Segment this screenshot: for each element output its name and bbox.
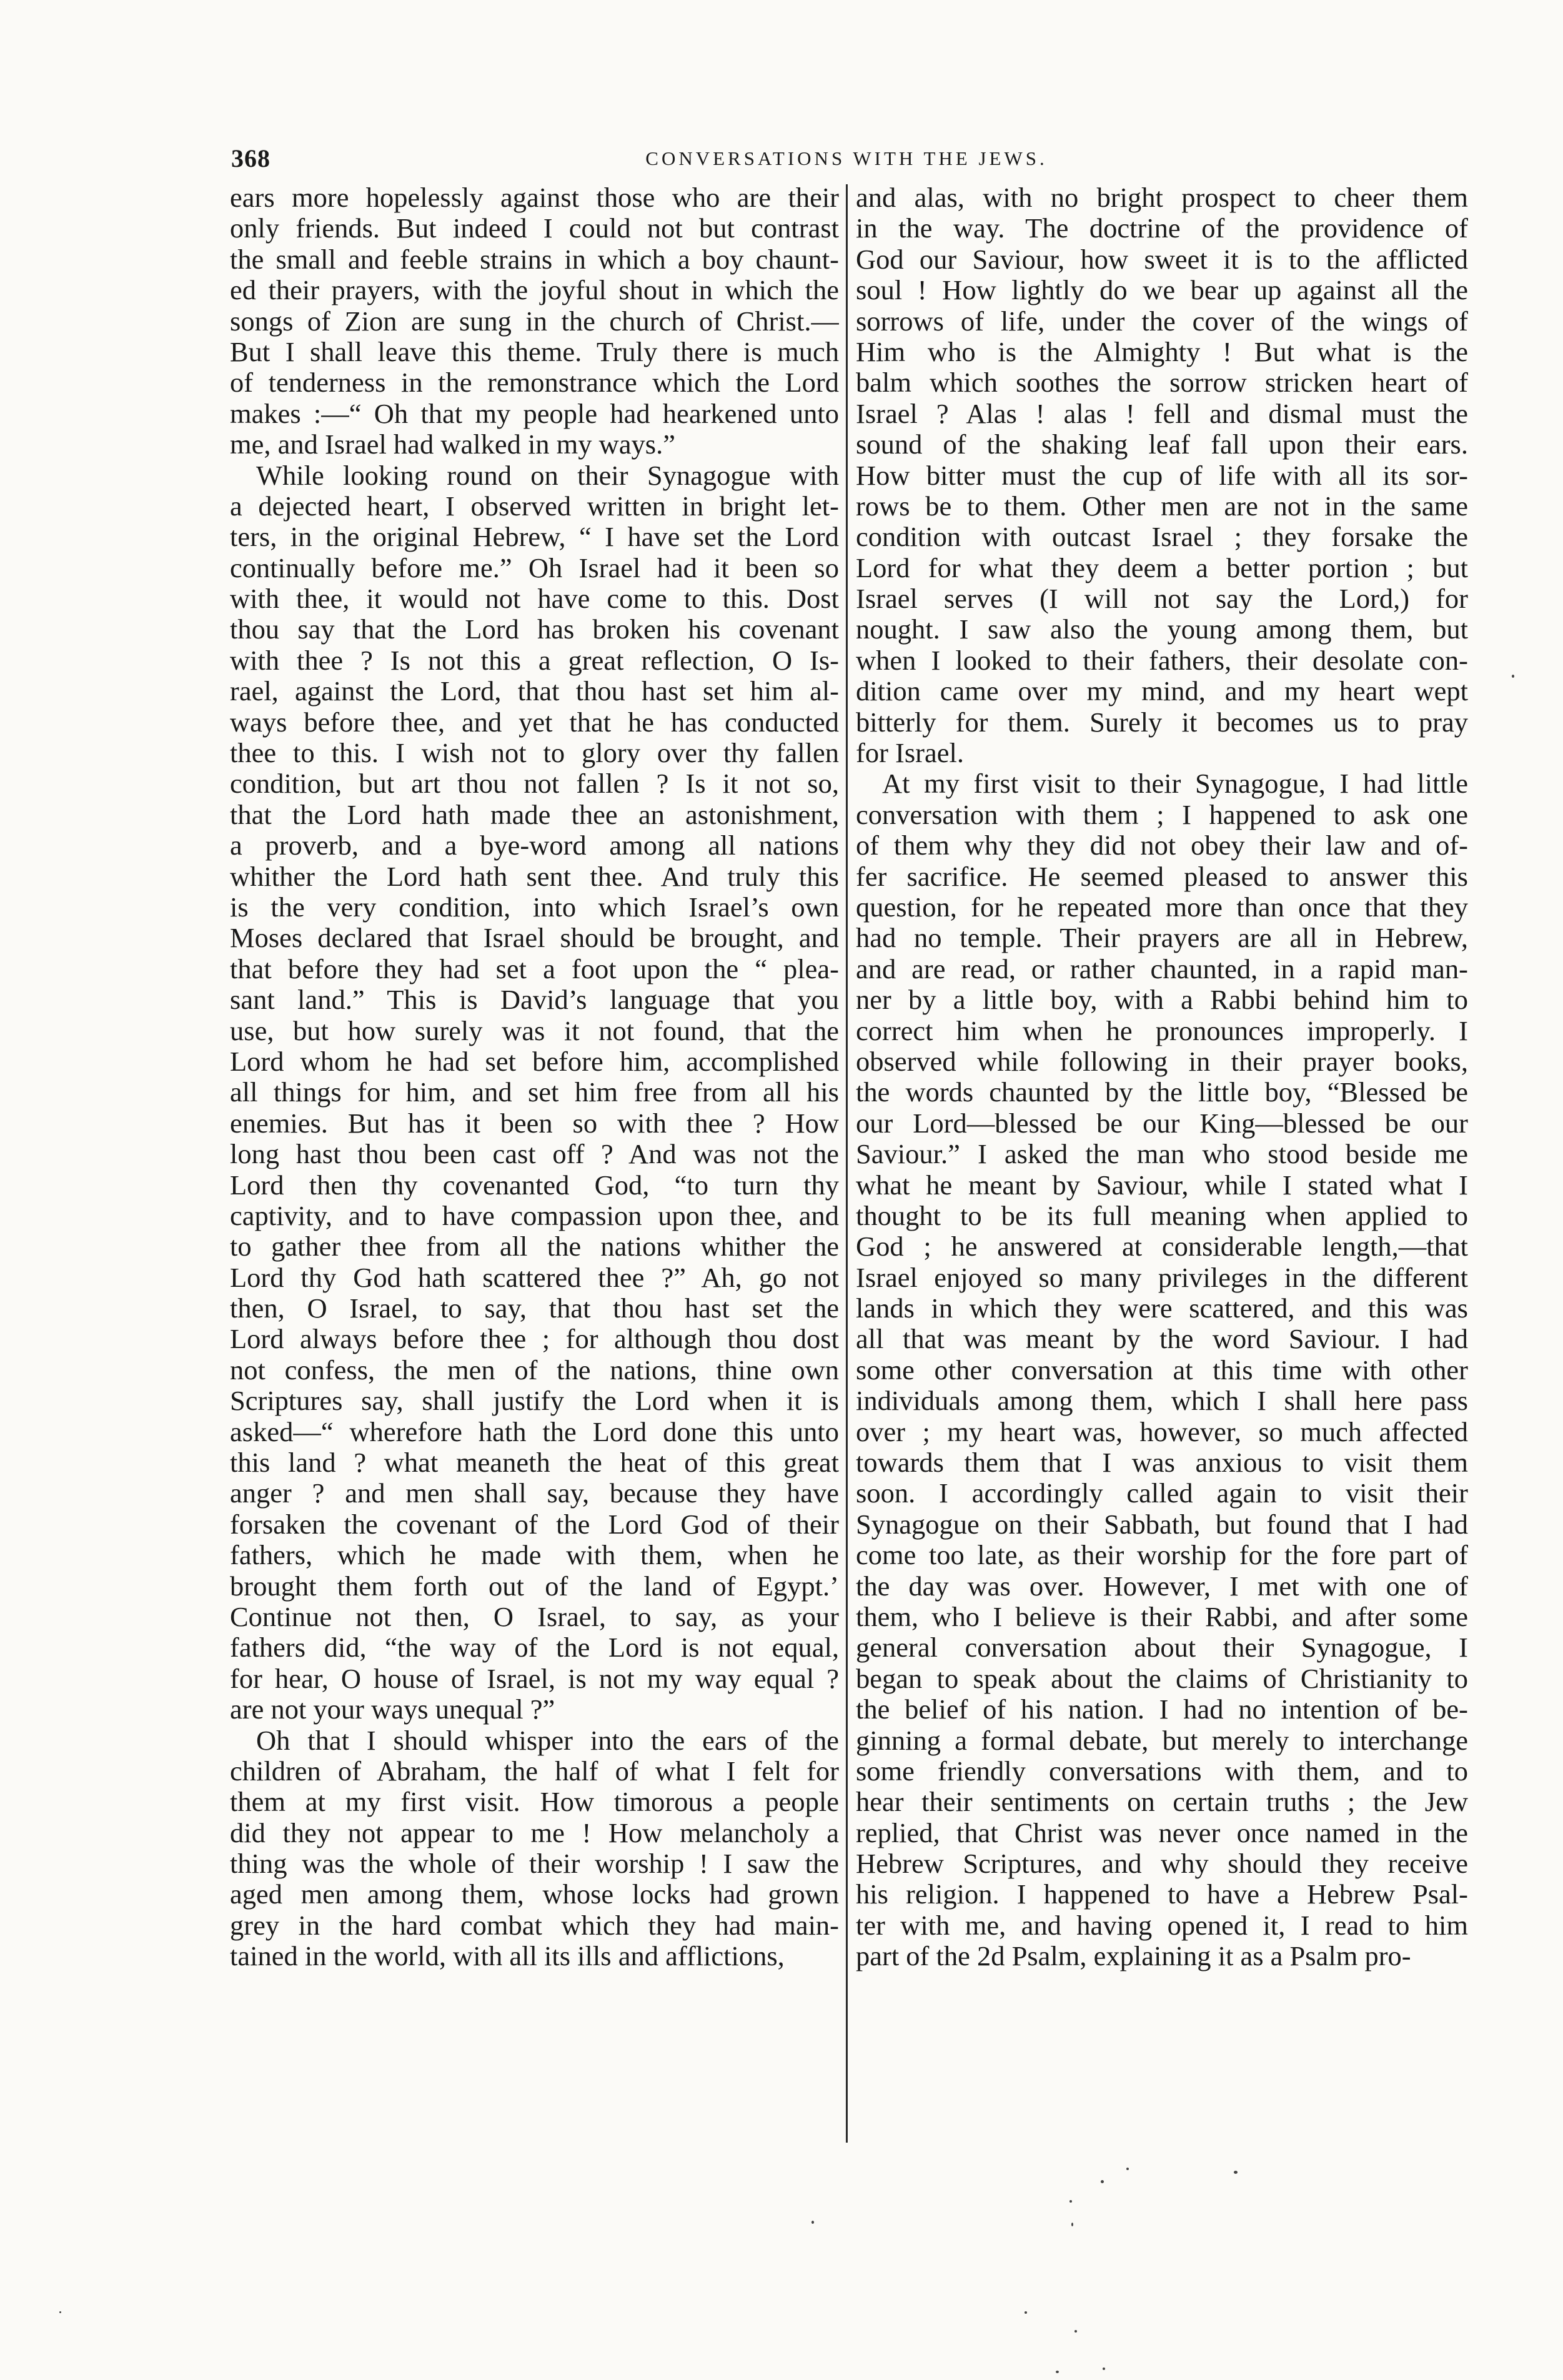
- text-line: soul ! How lightly do we bear up against all the: [856, 275, 1468, 306]
- text-line: grey in the hard combat which they had main-: [230, 1910, 839, 1941]
- page-header: [231, 144, 1462, 181]
- text-line: Israel enjoyed so many privileges in the different: [856, 1262, 1468, 1293]
- text-line: At my first visit to their Synagogue, I had little: [882, 768, 1468, 800]
- text-line: How bitter must the cup of life with all its sor-: [856, 460, 1468, 491]
- text-line: God our Saviour, how sweet it is to the afflicted: [856, 244, 1468, 275]
- text-line: Him who is the Almighty ! But what is the: [856, 336, 1468, 367]
- text-line: ter with me, and having opened it, I read to him: [856, 1910, 1468, 1941]
- text-line: all that was meant by the word Saviour. I had: [856, 1324, 1468, 1355]
- text-line: Israel serves (I will not say the Lord,) for: [856, 583, 1468, 615]
- column-divider: [846, 184, 848, 2143]
- text-line: and alas, with no bright prospect to cheer them: [856, 182, 1468, 213]
- text-line: to gather thee from all the nations whither the: [230, 1231, 839, 1262]
- text-line: enemies. But has it been so with thee ? How: [230, 1108, 839, 1139]
- text-line: songs of Zion are sung in the church of Christ.—: [230, 305, 839, 337]
- text-line: rows be to them. Other men are not in the same: [856, 490, 1468, 522]
- text-line: sound of the shaking leaf fall upon their ears.: [856, 429, 1468, 460]
- text-line: ears more hopelessly against those who are their: [230, 182, 839, 213]
- text-line: Hebrew Scriptures, and why should they receive: [856, 1848, 1468, 1880]
- text-line: fathers did, “the way of the Lord is not equal,: [230, 1632, 839, 1664]
- text-line: Continue not then, O Israel, to say, as your: [230, 1601, 839, 1632]
- text-line: correct him when he pronounces improperly. I: [856, 1015, 1468, 1046]
- text-line: Oh that I should whisper into the ears of the: [256, 1725, 839, 1756]
- text-line: aged men among them, whose locks had grown: [230, 1879, 839, 1910]
- text-line: tained in the world, with all its ills and afflictions,: [230, 1941, 785, 1972]
- text-line: when I looked to their fathers, their desolate con-: [856, 645, 1468, 676]
- text-line: ner by a little boy, with a Rabbi behind him to: [856, 984, 1468, 1016]
- text-line: are not your ways unequal ?”: [230, 1694, 555, 1725]
- text-line: makes :—“ Oh that my people had hearkened unto: [230, 398, 839, 429]
- text-line: thing was the whole of their worship ! I saw the: [230, 1848, 839, 1880]
- text-line: part of the 2d Psalm, explaining it as a Psalm pro-: [856, 1941, 1411, 1972]
- text-line: fer sacrifice. He seemed pleased to answer this: [856, 861, 1468, 892]
- text-line: in the way. The doctrine of the providence of: [856, 213, 1468, 244]
- text-line: ed their prayers, with the joyful shout in which the: [230, 275, 839, 306]
- text-line: Moses declared that Israel should be brought, and: [230, 923, 839, 954]
- text-line: forsaken the covenant of the Lord God of their: [230, 1509, 839, 1540]
- text-line: what he meant by Saviour, while I stated what I: [856, 1169, 1468, 1201]
- text-line: general conversation about their Synagogue, I: [856, 1632, 1468, 1664]
- text-line: children of Abraham, the half of what I felt for: [230, 1755, 839, 1787]
- text-line: Israel ? Alas ! alas ! fell and dismal must the: [856, 398, 1468, 429]
- text-line: asked—“ wherefore hath the Lord done this unto: [230, 1416, 839, 1447]
- text-line: is the very condition, into which Israel’s own: [230, 891, 839, 923]
- text-line: individuals among them, which I shall here pass: [856, 1386, 1468, 1417]
- text-line: a dejected heart, I observed written in bright let-: [230, 490, 839, 522]
- text-line: Lord always before thee ; for although thou dost: [230, 1324, 839, 1355]
- text-line: had no temple. Their prayers are all in Hebrew,: [856, 923, 1468, 954]
- text-line: Saviour.” I asked the man who stood beside me: [856, 1139, 1468, 1170]
- text-line: for hear, O house of Israel, is not my way equal ?: [230, 1663, 839, 1694]
- text-line: brought them forth out of the land of Egypt.’: [230, 1570, 839, 1602]
- text-line: dition came over my mind, and my heart wept: [856, 676, 1468, 707]
- text-line: them at my first visit. How timorous a people: [230, 1787, 839, 1818]
- text-line: nought. I saw also the young among them, but: [856, 614, 1468, 645]
- text-line: condition, but art thou not fallen ? Is it not so,: [230, 768, 839, 800]
- text-line: ginning a formal debate, but merely to interchange: [856, 1725, 1468, 1756]
- text-line: with thee ? Is not this a great reflection, O Is-: [230, 645, 839, 676]
- text-line: towards them that I was anxious to visit them: [856, 1447, 1468, 1479]
- text-line: not confess, the men of the nations, thine own: [230, 1354, 839, 1386]
- text-line: all things for him, and set him free from all his: [230, 1077, 839, 1108]
- page-number: 368: [231, 144, 270, 172]
- text-line: ters, in the original Hebrew, “ I have set the Lord: [230, 522, 839, 553]
- text-line: whither the Lord hath sent thee. And truly this: [230, 861, 839, 892]
- text-line: Scriptures say, shall justify the Lord when it is: [230, 1386, 839, 1417]
- text-line: and are read, or rather chaunted, in a rapid man-: [856, 953, 1468, 984]
- text-line: Lord thy God hath scattered thee ?” Ah, go not: [230, 1262, 839, 1293]
- text-line: sant land.” This is David’s language that you: [230, 984, 839, 1016]
- text-line: balm which soothes the sorrow stricken heart of: [856, 367, 1468, 399]
- text-line: his religion. I happened to have a Hebrew Psal-: [856, 1879, 1468, 1910]
- left-column: [230, 182, 839, 1972]
- text-line: then, O Israel, to say, that thou hast set the: [230, 1293, 839, 1324]
- text-line: conversation with them ; I happened to ask one: [856, 799, 1468, 830]
- text-line: a proverb, and a bye-word among all nations: [230, 830, 839, 861]
- text-line: the belief of his nation. I had no intention of be-: [856, 1694, 1468, 1725]
- text-line: thought to be its full meaning when applied to: [856, 1200, 1468, 1231]
- text-line: Lord then thy covenanted God, “to turn thy: [230, 1169, 839, 1201]
- right-column: [856, 182, 1468, 1972]
- text-line: began to speak about the claims of Christianity to: [856, 1663, 1468, 1694]
- text-line: our Lord—blessed be our King—blessed be our: [856, 1108, 1468, 1139]
- text-line: soon. I accordingly called again to visit their: [856, 1478, 1468, 1509]
- text-line: over ; my heart was, however, so much affected: [856, 1416, 1468, 1447]
- text-line: Lord for what they deem a better portion ; but: [856, 552, 1468, 583]
- text-line: this land ? what meaneth the heat of this great: [230, 1447, 839, 1479]
- text-line: that the Lord hath made thee an astonishment,: [230, 799, 839, 830]
- text-line: me, and Israel had walked in my ways.”: [230, 429, 675, 460]
- text-line: But I shall leave this theme. Truly there is much: [230, 336, 839, 367]
- text-line: for Israel.: [856, 738, 964, 769]
- running-title: CONVERSATIONS WITH THE JEWS.: [645, 147, 1048, 169]
- text-line: the words chaunted by the little boy, “Blessed be: [856, 1077, 1468, 1108]
- text-line: replied, that Christ was never once named in the: [856, 1817, 1468, 1848]
- text-line: captivity, and to have compassion upon thee, and: [230, 1200, 839, 1231]
- text-line: some other conversation at this time with other: [856, 1354, 1468, 1386]
- text-line: lands in which they were scattered, and this was: [856, 1293, 1468, 1324]
- text-line: of them why they did not obey their law and of-: [856, 830, 1468, 861]
- text-line: some friendly conversations with them, and to: [856, 1755, 1468, 1787]
- text-line: come too late, as their worship for the fore part of: [856, 1540, 1468, 1571]
- text-line: sorrows of life, under the cover of the wings of: [856, 305, 1468, 337]
- text-line: rael, against the Lord, that thou hast set him al-: [230, 676, 839, 707]
- text-line: While looking round on their Synagogue with: [256, 460, 839, 491]
- text-line: God ; he answered at considerable length,—that: [856, 1231, 1468, 1262]
- text-line: thou say that the Lord has broken his covenant: [230, 614, 839, 645]
- text-line: question, for he repeated more than once that they: [856, 891, 1468, 923]
- text-line: Synagogue on their Sabbath, but found that I had: [856, 1509, 1468, 1540]
- text-line: fathers, which he made with them, when he: [230, 1540, 839, 1571]
- text-line: long hast thou been cast off ? And was not the: [230, 1139, 839, 1170]
- text-line: use, but how surely was it not found, that the: [230, 1015, 839, 1046]
- text-line: hear their sentiments on certain truths ; the Jew: [856, 1787, 1468, 1818]
- text-line: the small and feeble strains in which a boy chaunt-: [230, 244, 839, 275]
- text-line: observed while following in their prayer books,: [856, 1046, 1468, 1077]
- text-line: did they not appear to me ! How melancholy a: [230, 1817, 839, 1848]
- text-line: anger ? and men shall say, because they have: [230, 1478, 839, 1509]
- text-line: bitterly for them. Surely it becomes us to pray: [856, 707, 1468, 738]
- text-line: Lord whom he had set before him, accomplished: [230, 1046, 839, 1077]
- text-line: the day was over. However, I met with one of: [856, 1570, 1468, 1602]
- text-line: with thee, it would not have come to this. Dost: [230, 583, 839, 615]
- text-line: continually before me.” Oh Israel had it been so: [230, 552, 839, 583]
- text-line: them, who I believe is their Rabbi, and after some: [856, 1601, 1468, 1632]
- text-line: thee to this. I wish not to glory over thy fallen: [230, 738, 839, 769]
- text-line: condition with outcast Israel ; they forsake the: [856, 522, 1468, 553]
- text-line: of tenderness in the remonstrance which the Lord: [230, 367, 839, 399]
- text-line: ways before thee, and yet that he has conducted: [230, 707, 839, 738]
- text-line: that before they had set a foot upon the “ plea-: [230, 953, 839, 984]
- text-line: only friends. But indeed I could not but contrast: [230, 213, 839, 244]
